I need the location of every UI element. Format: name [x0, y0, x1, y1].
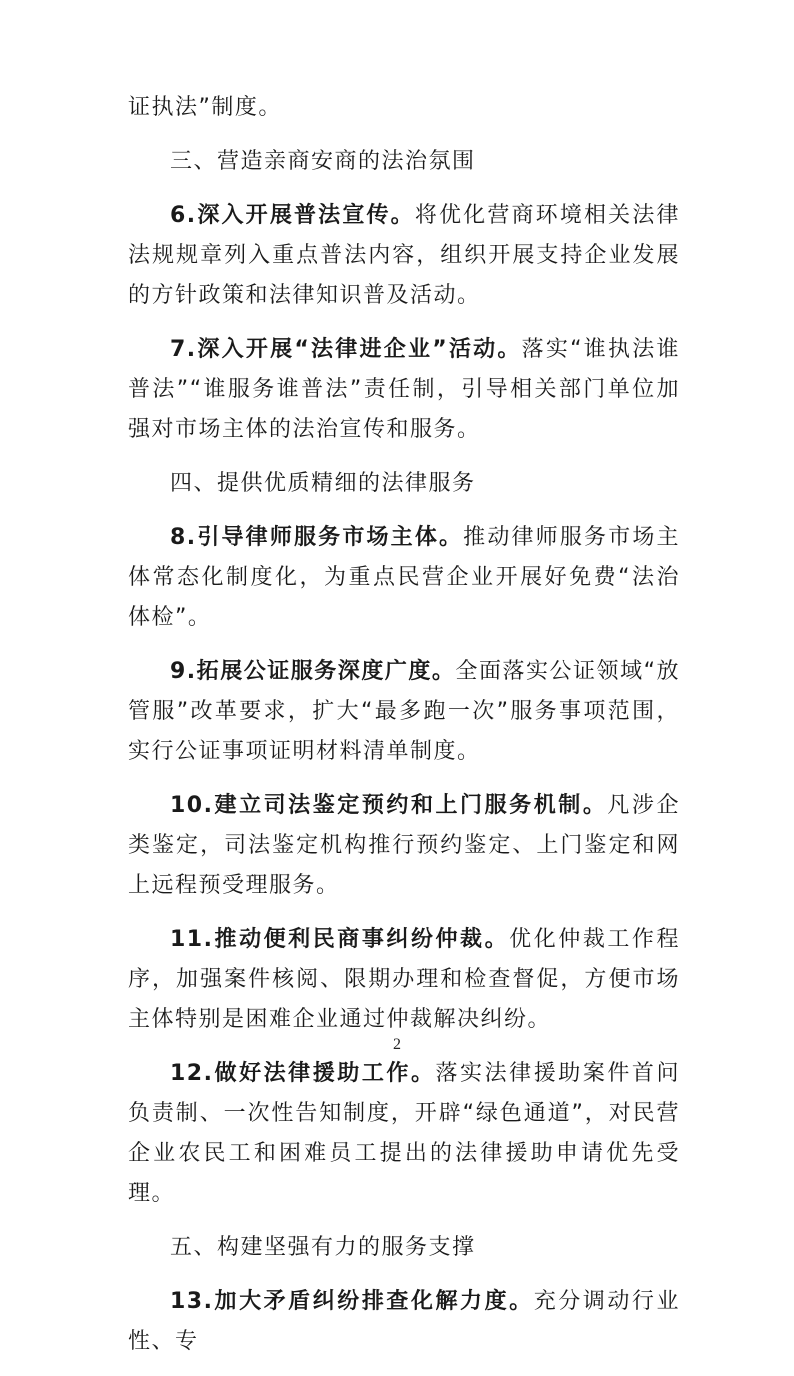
item-13-lead: 13.加大矛盾纠纷排查化解力度。 [170, 1289, 534, 1314]
section-heading-3: 三、营造亲商安商的法治氛围 [170, 149, 476, 174]
item-12 [128, 1054, 680, 1214]
item-7-lead: 7.深入开展“法律进企业”活动。 [170, 337, 522, 362]
section-heading-5: 五、构建坚强有力的服务支撑 [170, 1235, 476, 1260]
item-6-body: 将优化营商环境相关法律法规规章列入重点普法内容，组织开展支持企业发展的方针政策和法律知识普及活动。 [128, 203, 680, 308]
item-13 [128, 1282, 680, 1362]
item-12-lead: 12.做好法律援助工作。 [170, 1061, 436, 1086]
item-6 [128, 196, 680, 316]
section-heading-4: 四、提供优质精细的法律服务 [170, 471, 476, 496]
item-11-lead: 11.推动便利民商事纠纷仲裁。 [170, 927, 510, 952]
item-9 [128, 652, 680, 772]
continuation-text: 证执法”制度。 [128, 95, 282, 120]
item-11-body: 优化仲裁工作程序，加强案件核阅、限期办理和检查督促，方便市场主体特别是困难企业通过仲裁解决纠纷。 [128, 927, 680, 1032]
item-13-body: 充分调动行业性、专 [128, 1289, 680, 1354]
item-12-body: 落实法律援助案件首问负责制、一次性告知制度，开辟“绿色通道”，对民营企业农民工和困难员工提出的法律援助申请优先受理。 [128, 1061, 680, 1206]
item-10-body: 凡涉企类鉴定，司法鉴定机构推行预约鉴定、上门鉴定和网上远程预受理服务。 [128, 793, 680, 898]
item-9-lead: 9.拓展公证服务深度广度。 [170, 659, 456, 684]
item-10-lead: 10.建立司法鉴定预约和上门服务机制。 [170, 793, 608, 818]
item-8 [128, 518, 680, 638]
item-9-body: 全面落实公证领域“放管服”改革要求，扩大“最多跑一次”服务事项范围，实行公证事项证明材料清单制度。 [128, 659, 681, 764]
item-11 [128, 920, 680, 1040]
item-6-lead: 6.深入开展普法宣传。 [170, 203, 415, 228]
item-10 [128, 786, 680, 906]
page-number: 2 [393, 1036, 401, 1053]
item-7-body: 落实“谁执法谁普法”“谁服务谁普法”责任制，引导相关部门单位加强对市场主体的法治宣传和服务。 [128, 337, 680, 442]
item-8-lead: 8.引导律师服务市场主体。 [170, 525, 464, 550]
item-8-body: 推动律师服务市场主体常态化制度化，为重点民营企业开展好免费“法治体检”。 [128, 525, 680, 630]
document-body [128, 88, 680, 1376]
item-7 [128, 330, 680, 450]
